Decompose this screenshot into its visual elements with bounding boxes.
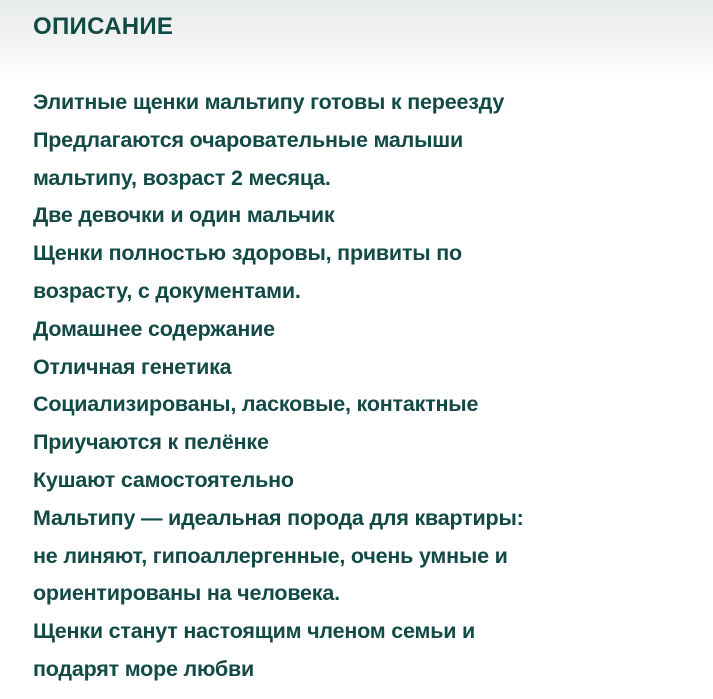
description-line: возрасту, с документами. xyxy=(33,278,301,303)
description-line: не линяют, гипоаллергенные, очень умные и xyxy=(33,543,508,568)
description-line: ориентированы на человека. xyxy=(33,581,340,606)
description-line: Щенки станут настоящим членом семьи и xyxy=(33,619,476,644)
description-line: Мальтипу — идеальная порода для квартиры: xyxy=(33,505,524,530)
description-line: Две девочки и один мальчик xyxy=(33,203,335,228)
description-line: Элитные щенки мальтипу готовы к переезду xyxy=(33,90,505,114)
description-line: Отличная генетика xyxy=(33,354,232,379)
description-line: мальтипу, возраст 2 месяца. xyxy=(33,165,331,190)
section-title: ОПИСАНИЕ xyxy=(33,13,174,40)
description-text xyxy=(33,84,703,689)
description-line: Кушают самостоятельно xyxy=(33,467,294,492)
description-line: Предлагаются очаровательные малыши xyxy=(33,127,464,152)
description-line: Домашнее содержание xyxy=(33,316,275,341)
description-line: Приучаются к пелёнке xyxy=(33,430,269,455)
description-line: Социализированы, ласковые, контактные xyxy=(33,392,479,417)
description-line: подарят море любви xyxy=(33,656,255,681)
description-line: Щенки полностью здоровы, привиты по xyxy=(33,241,462,266)
